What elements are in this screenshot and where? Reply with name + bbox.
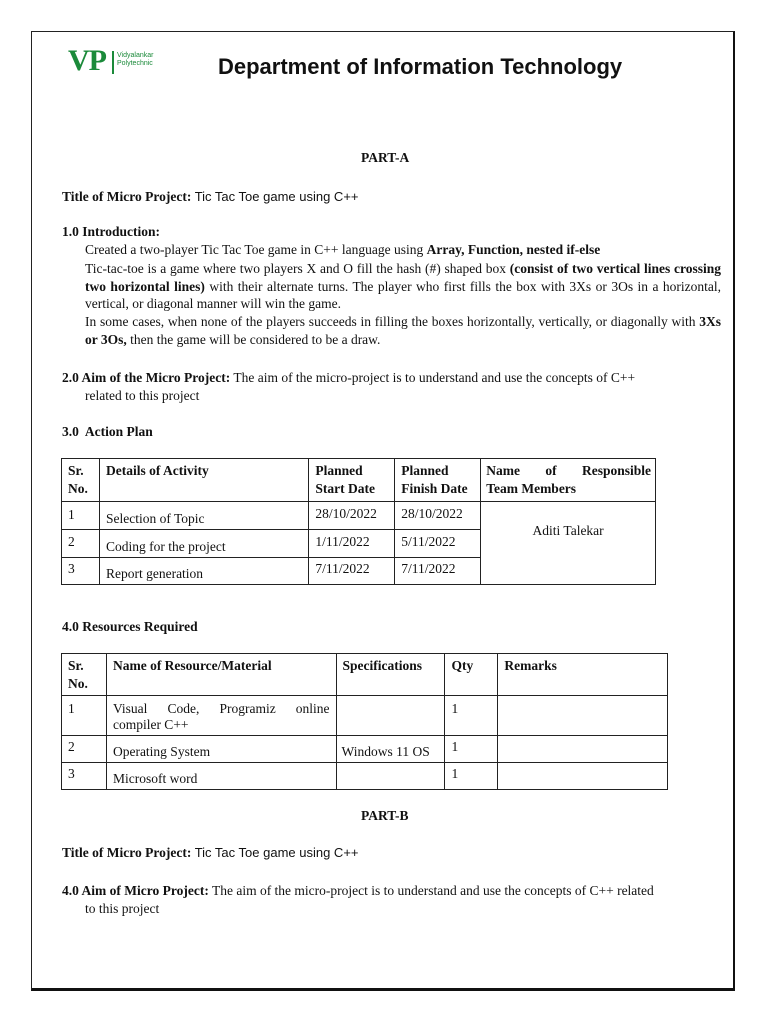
logo-letters: VP	[68, 44, 106, 77]
resources-table	[61, 653, 668, 790]
header-qty: Qty	[445, 654, 498, 696]
part-b-title-line	[62, 844, 359, 862]
department-title: Department of Information Technology	[218, 54, 623, 79]
logo-line-1: Vidyalankar	[117, 52, 154, 59]
part-b-title-value: Tic Tac Toe game using C++	[194, 845, 359, 860]
header-start: Planned Start Date	[309, 459, 395, 502]
header-remarks: Remarks	[498, 654, 668, 696]
part-b-aim-label: 4.0 Aim of Micro Project:	[62, 883, 209, 898]
table-row: 1 Selection of Topic 28/10/2022 28/10/2022 Aditi Talekar	[62, 502, 656, 530]
table-row: 3 Microsoft word 1	[62, 763, 668, 790]
table-row: 1 Visual Code, Programiz online compiler C++ 1	[62, 696, 668, 736]
header-specifications: Specifications	[336, 654, 445, 696]
aim-label: 2.0 Aim of the Micro Project:	[62, 370, 231, 385]
title-value: Tic Tac Toe game using C++	[194, 189, 359, 204]
header-details: Details of Activity	[99, 459, 308, 502]
aim-line-1: 2.0 Aim of the Micro Project: The aim of the micro-project is to understand and use the concepts of C++	[62, 370, 636, 385]
logo-line-2: Polytechnic	[117, 60, 153, 67]
header-resource-name: Name of Resource/Material	[106, 654, 336, 696]
header-team: Name of Responsible Team Members	[481, 459, 656, 502]
part-a-heading: PART-A	[361, 150, 410, 165]
action-plan-table	[61, 458, 656, 585]
part-b-aim-line-1: 4.0 Aim of Micro Project: The aim of the micro-project is to understand and use the concepts of C++ related	[62, 883, 654, 898]
table-header-row	[62, 459, 656, 502]
table-row: 3 Report generation 7/11/2022 7/11/2022	[62, 558, 656, 585]
part-b-aim-line-2: to this project	[85, 901, 160, 916]
intro-paragraph-1: Created a two-player Tic Tac Toe game in C++ language using Array, Function, nested if-else	[85, 242, 601, 257]
part-b-heading: PART-B	[361, 808, 409, 823]
introduction-heading: 1.0 Introduction:	[62, 224, 161, 239]
table-row: 2 Operating System Windows 11 OS 1	[62, 736, 668, 763]
header-finish: Planned Finish Date	[395, 459, 481, 502]
title-label: Title of Micro Project:	[62, 189, 192, 204]
team-member-cell: Aditi Talekar	[481, 502, 656, 585]
table-row: 2 Coding for the project 1/11/2022 5/11/2022	[62, 530, 656, 558]
header-sr: Sr. No.	[62, 459, 100, 502]
table-header-row	[62, 654, 668, 696]
vp-logo	[68, 44, 168, 78]
aim-line-2: related to this project	[85, 388, 200, 403]
part-b-title-label: Title of Micro Project:	[62, 845, 192, 860]
resources-heading: 4.0 Resources Required	[62, 619, 198, 634]
part-a-title-line	[62, 188, 359, 206]
intro-paragraph-2: Tic-tac-toe is a game where two players X and O fill the hash (#) shaped box (consist of two vertical lines crossing two horizontal lines) with their alternate turns. The player who first fills the box with 3Xs or 3Os in a horizontal, vertical, or diagonal manner will win the game.	[85, 261, 721, 312]
action-plan-heading: 3.0 Action Plan	[62, 424, 153, 439]
logo-divider	[112, 51, 114, 74]
intro-paragraph-3: In some cases, when none of the players succeeds in filling the boxes horizontally, vertically, or diagonally with 3Xs or 3Os, then the game will be considered to be a draw.	[85, 314, 721, 347]
header-sr: Sr. No.	[62, 654, 107, 696]
